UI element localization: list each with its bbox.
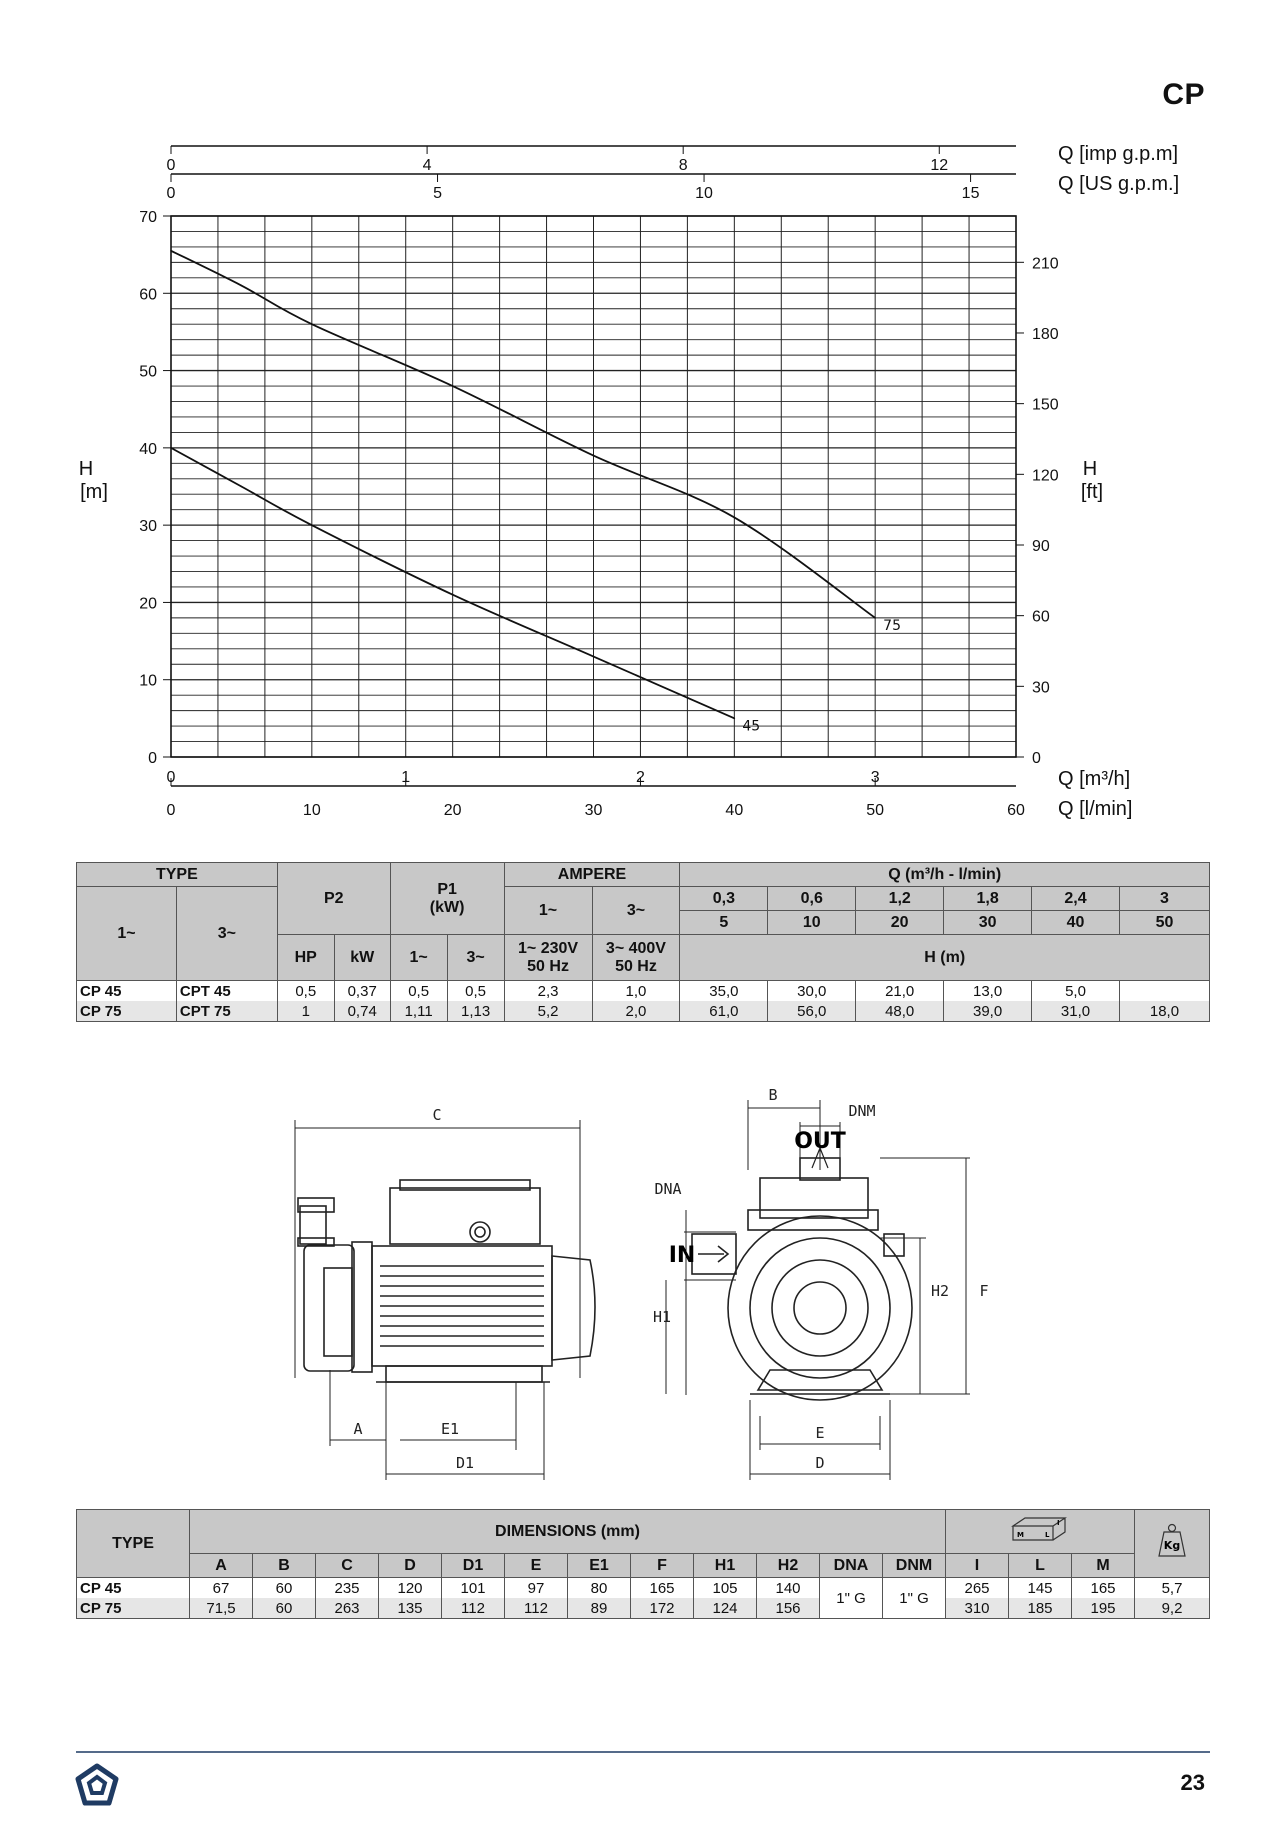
front-dimension-lines [666, 1100, 970, 1480]
series-point-45 [734, 718, 736, 720]
x-top1-tick-label: 12 [930, 157, 949, 174]
ampere-1ph-header: 1~ [504, 887, 592, 935]
weight-unit: Kg [1163, 1539, 1181, 1552]
dim-col-header: DNM [883, 1554, 946, 1578]
y-left-tick-label: 20 [139, 595, 157, 613]
x-top2-tick-label: 5 [433, 185, 442, 202]
x-top2-tick-label: 10 [695, 185, 713, 202]
series-point-75 [452, 385, 454, 387]
series-label-45: 45 [742, 718, 761, 735]
dim-col-header: E1 [568, 1554, 631, 1578]
y-left-tick-label: 0 [148, 750, 157, 767]
y-left-tick-label: 50 [139, 363, 157, 381]
dim-label-a: A [353, 1420, 363, 1438]
series-code: CP [1162, 78, 1205, 111]
q-lmin-cell: 20 [856, 911, 944, 935]
package-box-icon [1005, 1512, 1075, 1546]
x-top1-tick-label: 8 [678, 157, 688, 174]
x-bottom2-tick-label: 0 [166, 802, 176, 819]
dim-label-c: C [432, 1106, 442, 1124]
pump-front-view [692, 1148, 912, 1400]
p1-1ph-header: 1~ [390, 935, 447, 981]
x-top2-tick-label: 0 [166, 185, 176, 202]
x-bottom2-tick-label: 20 [443, 802, 462, 819]
dim-col-header: H1 [694, 1554, 757, 1578]
series-point-45 [452, 594, 454, 596]
series-label-75: 75 [883, 617, 901, 634]
dim-type-header: TYPE [77, 1510, 190, 1578]
y-left-tick-label: 10 [139, 672, 157, 690]
series-point-75 [874, 617, 876, 619]
brand-logo-icon [74, 1763, 120, 1807]
dim-col-header: F [631, 1554, 694, 1578]
q-lmin-cell: 40 [1032, 911, 1120, 935]
type-3ph-header: 3~ [176, 887, 277, 981]
series-line-75 [171, 251, 875, 618]
y-left-label-bottom: [m] [80, 481, 108, 503]
x-top2-tick-label: 15 [961, 185, 980, 202]
x-bottom1-tick-label: 3 [870, 769, 880, 786]
weight-icon [1156, 1523, 1188, 1559]
dnm-cell: 1" G [883, 1578, 946, 1619]
dim-label-dnm: DNM [848, 1102, 876, 1120]
series-point-45 [170, 447, 172, 449]
pack-col-header: I [946, 1554, 1009, 1578]
x-top1-tick-label: 4 [422, 157, 432, 174]
y-left-tick-label: 30 [139, 518, 157, 536]
dim-label-out: OUT [794, 1129, 846, 1154]
dim-col-header: DNA [820, 1554, 883, 1578]
ampere-header: AMPERE [504, 863, 680, 887]
ampere-3ph-header: 3~ [592, 887, 680, 935]
dim-label-d1: D1 [455, 1454, 475, 1472]
y-left-tick-label: 60 [139, 286, 157, 304]
y-left-tick-label: 70 [139, 209, 157, 226]
x-bottom1-tick-label: 0 [166, 769, 176, 786]
kw-header: kW [334, 935, 390, 981]
q-header: Q (m³/h - l/min) [680, 863, 1210, 887]
table-row: CP 75 CPT 75 1 0,74 1,11 1,13 5,2 2,0 61,0 56,0 48,0 39,0 31,0 18,0 [77, 1001, 1210, 1022]
series-point-45 [593, 656, 595, 658]
dim-col-header: A [190, 1554, 253, 1578]
dna-cell: 1" G [820, 1578, 883, 1619]
dim-label-f: F [979, 1282, 989, 1300]
dimensions-title: DIMENSIONS (mm) [190, 1510, 946, 1554]
dim-col-header: D1 [442, 1554, 505, 1578]
package-icon-letter-l: L [1045, 1531, 1050, 1539]
y-right-label-top: H [1082, 458, 1098, 480]
series-point-75 [170, 250, 172, 252]
head-header: H (m) [680, 935, 1210, 981]
x-bottom2-tick-label: 10 [302, 802, 321, 819]
package-icon-letter-m: M [1017, 1531, 1024, 1539]
pump-dimension-drawing [280, 1060, 1000, 1480]
y-right-tick-label: 0 [1032, 750, 1041, 767]
x-bottom1-tick-label: 2 [636, 769, 645, 786]
dim-label-in: IN [668, 1243, 696, 1268]
performance-table [76, 862, 1210, 1022]
x-bottom2-tick-label: 30 [584, 802, 603, 819]
pack-col-header: M [1072, 1554, 1135, 1578]
q-m3h-cell: 1,8 [944, 887, 1032, 911]
x-bottom2-tick-label: 40 [725, 802, 744, 819]
series-point-75 [734, 517, 736, 519]
page-number: 23 [1180, 1770, 1205, 1795]
table-row: CP 75 71,5 60 263 135 112 112 89 172 124 156 310 185 195 9,2 [77, 1598, 1210, 1619]
x-axis-top1-label: Q [imp g.p.m] [1058, 143, 1179, 165]
dim-label-e: E [815, 1424, 825, 1442]
dim-col-header: D [379, 1554, 442, 1578]
dim-label-e1: E1 [440, 1420, 460, 1438]
y-left-label-top: H [78, 458, 94, 480]
chart-curves [170, 250, 901, 734]
performance-chart [0, 0, 1277, 840]
q-lmin-cell: 5 [680, 911, 768, 935]
x-axis-bottom1-label: Q [m³/h] [1058, 768, 1131, 790]
y-right-tick-label: 180 [1032, 325, 1059, 343]
dim-label-d: D [815, 1454, 825, 1472]
y-right-label-bottom: [ft] [1080, 481, 1104, 503]
weight-header [1135, 1510, 1210, 1578]
q-lmin-cell: 10 [768, 911, 856, 935]
q-lmin-cell: 30 [944, 911, 1032, 935]
q-m3h-cell: 2,4 [1032, 887, 1120, 911]
chart-grid [171, 216, 1016, 757]
hp-header: HP [277, 935, 334, 981]
q-m3h-cell: 1,2 [856, 887, 944, 911]
x-axis-bottom2-label: Q [l/min] [1058, 798, 1133, 820]
dim-col-header: B [253, 1554, 316, 1578]
x-axis-top2-label: Q [US g.p.m.] [1058, 173, 1180, 195]
voltage-3ph-header: 3~ 400V 50 Hz [592, 935, 680, 981]
series-point-45 [241, 486, 243, 488]
dim-col-header: C [316, 1554, 379, 1578]
p1-3ph-header: 3~ [447, 935, 504, 981]
series-point-75 [241, 285, 243, 287]
y-right-tick-label: 30 [1032, 679, 1050, 697]
y-right-tick-label: 150 [1032, 396, 1059, 414]
packaging-header [946, 1510, 1135, 1554]
voltage-1ph-header: 1~ 230V 50 Hz [504, 935, 592, 981]
dim-col-header: E [505, 1554, 568, 1578]
y-right-tick-label: 210 [1032, 255, 1059, 273]
series-point-75 [311, 323, 313, 325]
pack-col-header: L [1009, 1554, 1072, 1578]
p1-header: P1 (kW) [390, 863, 504, 935]
y-right-tick-label: 60 [1032, 608, 1050, 626]
x-top1-tick-label: 0 [166, 157, 176, 174]
chart-tick-labels [139, 157, 1059, 819]
y-left-tick-label: 40 [139, 440, 157, 458]
dimensions-table [76, 1509, 1210, 1619]
dim-label-h2: H2 [930, 1282, 950, 1300]
p2-header: P2 [277, 863, 390, 935]
q-m3h-cell: 0,6 [768, 887, 856, 911]
y-right-tick-label: 90 [1032, 537, 1050, 555]
q-m3h-cell: 0,3 [680, 887, 768, 911]
pump-side-view [298, 1180, 595, 1382]
dim-label-dna: DNA [654, 1180, 682, 1198]
dim-label-b: B [768, 1086, 778, 1104]
side-dimension-lines [295, 1120, 580, 1480]
type-1ph-header: 1~ [77, 887, 177, 981]
series-point-45 [311, 524, 313, 526]
dim-col-header: H2 [757, 1554, 820, 1578]
y-right-tick-label: 120 [1032, 467, 1059, 485]
series-point-75 [593, 455, 595, 457]
type-header: TYPE [77, 863, 278, 887]
footer-divider [76, 1751, 1210, 1753]
q-lmin-cell: 50 [1119, 911, 1209, 935]
package-icon-letter-i: I [1057, 1519, 1060, 1527]
x-bottom1-tick-label: 1 [401, 769, 411, 786]
q-m3h-cell: 3 [1119, 887, 1209, 911]
table-row: CP 45 CPT 45 0,5 0,37 0,5 0,5 2,3 1,0 35,0 30,0 21,0 13,0 5,0 [77, 981, 1210, 1002]
x-bottom2-tick-label: 50 [866, 802, 885, 819]
table-row: CP 45 67 60 235 120 101 97 80 165 105 140 1" G 1" G 265 145 165 5,7 [77, 1578, 1210, 1599]
dim-label-h1: H1 [652, 1308, 672, 1326]
x-bottom2-tick-label: 60 [1007, 802, 1025, 819]
